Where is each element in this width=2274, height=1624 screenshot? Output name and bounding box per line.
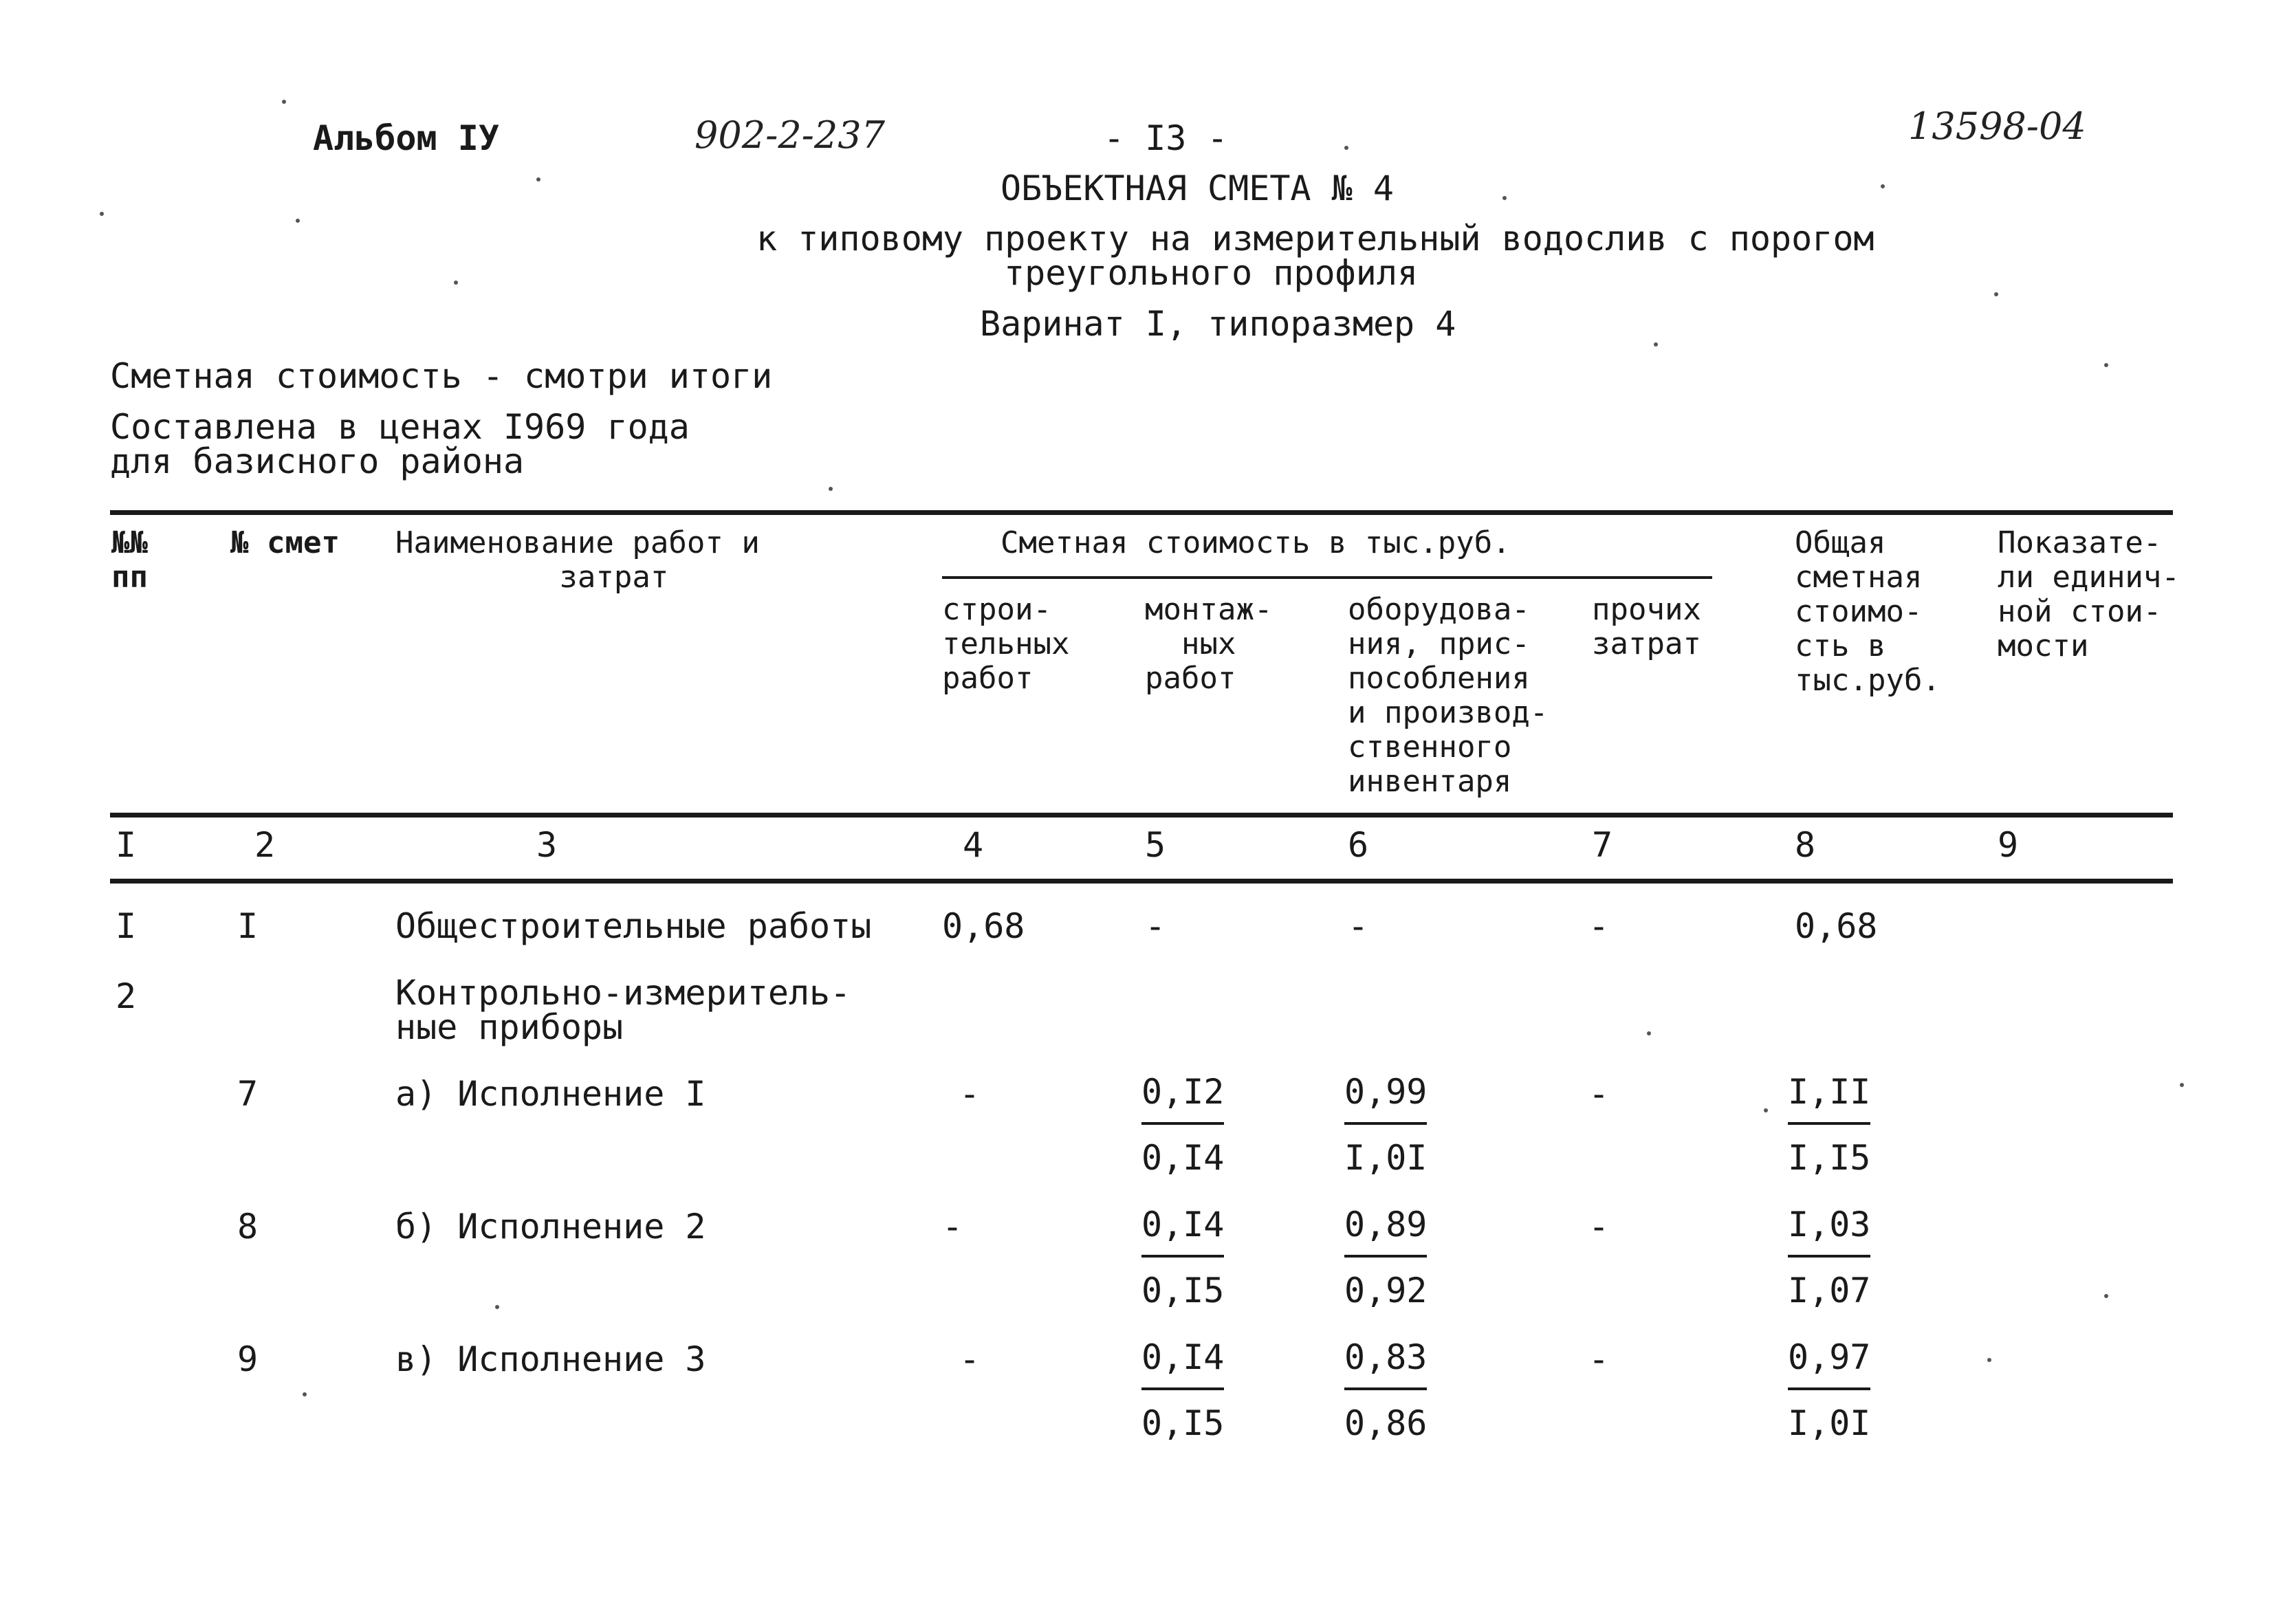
row-5-total-top: 0,97 xyxy=(1788,1337,1871,1377)
group-header-rule xyxy=(942,576,1712,579)
row-5-equipment-bar xyxy=(1344,1387,1427,1390)
base-region-line: для базисного района xyxy=(110,441,525,481)
row-3-installation-top: 0,I2 xyxy=(1141,1072,1225,1112)
scan-speck xyxy=(1881,184,1885,188)
row-1-number: I xyxy=(116,906,137,946)
row-5-name: в) Исполнение 3 xyxy=(395,1339,706,1379)
row-2-number: 2 xyxy=(116,976,137,1016)
row-4-equipment-bar xyxy=(1344,1255,1427,1258)
row-3-total-top: I,II xyxy=(1788,1072,1871,1112)
header-unit-cost: Показате- ли единич- ной стои- мости xyxy=(1998,525,2180,663)
row-4-installation xyxy=(1141,1192,1224,1324)
header-cost-group: Сметная стоимость в тыс.руб. xyxy=(1001,525,1511,560)
column-number-9: 9 xyxy=(1998,825,2019,865)
scan-speck xyxy=(282,100,286,104)
row-3-equipment-bottom: I,0I xyxy=(1344,1138,1428,1178)
row-4-other: - xyxy=(1588,1207,1610,1247)
row-3-total-bar xyxy=(1788,1122,1870,1125)
estimated-cost-line: Сметная стоимость - смотри итоги xyxy=(110,356,773,396)
row-1-equipment: - xyxy=(1348,906,1369,946)
row-1-other: - xyxy=(1588,906,1610,946)
row-2-name-line-2: ные приборы xyxy=(395,1007,624,1047)
scan-speck xyxy=(829,487,833,491)
row-4-total-top: I,03 xyxy=(1788,1205,1871,1244)
compiled-prices-line: Составлена в ценах I969 года xyxy=(110,407,690,447)
row-5-total-bottom: I,0I xyxy=(1788,1403,1871,1443)
scan-speck xyxy=(1647,1031,1651,1035)
scan-speck xyxy=(1987,1358,1991,1362)
row-3-total-bottom: I,I5 xyxy=(1788,1138,1871,1178)
header-total-cost: Общая сметная стоимо- сть в тыс.руб. xyxy=(1795,525,1940,698)
row-1-estimate: I xyxy=(237,906,259,946)
header-estimate-number: № смет xyxy=(230,525,340,560)
row-5-estimate: 9 xyxy=(237,1339,259,1379)
row-3-total xyxy=(1788,1059,1870,1191)
row-1-name: Общестроительные работы xyxy=(395,906,872,946)
row-4-equipment-bottom: 0,92 xyxy=(1344,1271,1428,1310)
header-bottom-rule xyxy=(110,813,2173,818)
scan-speck xyxy=(2104,1294,2108,1298)
row-4-total-bottom: I,07 xyxy=(1788,1271,1871,1310)
row-1-construction: 0,68 xyxy=(942,906,1025,946)
scan-speck xyxy=(1654,342,1658,347)
scan-speck xyxy=(1994,292,1998,296)
archive-number: 13598-04 xyxy=(1908,105,2086,148)
column-number-3: 3 xyxy=(536,825,558,865)
scan-speck xyxy=(1764,1108,1768,1112)
header-work-name: Наименование работ и затрат xyxy=(395,525,760,595)
row-3-other: - xyxy=(1588,1074,1610,1114)
column-number-4: 4 xyxy=(963,825,984,865)
column-number-5: 5 xyxy=(1145,825,1166,865)
row-4-name: б) Исполнение 2 xyxy=(395,1207,706,1247)
row-4-equipment-top: 0,89 xyxy=(1344,1205,1428,1244)
row-4-construction: - xyxy=(942,1207,963,1247)
row-3-installation-bottom: 0,I4 xyxy=(1141,1138,1225,1178)
column-number-1: I xyxy=(116,825,137,865)
scan-speck xyxy=(495,1305,499,1309)
header-equipment: оборудова- ния, прис- пособления и производ- ственного инвентаря xyxy=(1348,592,1549,799)
document-subtitle-line-1: к типовому проекту на измерительный водослив с порогом xyxy=(756,219,1874,259)
scan-speck xyxy=(303,1392,307,1396)
scan-speck xyxy=(1502,196,1507,200)
document-title: ОБЪЕКТНАЯ СМЕТА № 4 xyxy=(1001,168,1394,208)
row-3-equipment-top: 0,99 xyxy=(1344,1072,1428,1112)
row-5-installation xyxy=(1141,1324,1224,1456)
page-number: - I3 - xyxy=(1104,118,1228,158)
row-5-installation-bottom: 0,I5 xyxy=(1141,1403,1225,1443)
row-5-equipment-bottom: 0,86 xyxy=(1344,1403,1428,1443)
row-4-installation-bottom: 0,I5 xyxy=(1141,1271,1225,1310)
header-installation-works: монтаж- ных работ xyxy=(1145,592,1273,696)
column-number-7: 7 xyxy=(1592,825,1613,865)
row-5-equipment xyxy=(1344,1324,1427,1456)
scan-speck xyxy=(100,212,104,216)
row-3-equipment xyxy=(1344,1059,1427,1191)
row-5-installation-bar xyxy=(1141,1387,1224,1390)
variant-label: Варинат I, типоразмер 4 xyxy=(980,304,1456,344)
row-1-installation: - xyxy=(1145,906,1166,946)
column-number-6: 6 xyxy=(1348,825,1369,865)
row-4-total xyxy=(1788,1192,1870,1324)
table-top-rule xyxy=(110,510,2173,515)
project-code: 902-2-237 xyxy=(695,113,885,157)
album-label: Альбом IУ xyxy=(313,118,499,158)
column-numbers-rule xyxy=(110,879,2173,884)
header-other-costs: прочих затрат xyxy=(1592,592,1701,661)
row-5-construction: - xyxy=(959,1339,981,1379)
row-3-installation xyxy=(1141,1059,1224,1191)
scan-speck xyxy=(296,219,300,223)
row-5-installation-top: 0,I4 xyxy=(1141,1337,1225,1377)
scan-speck xyxy=(536,177,540,182)
row-2-name-line-1: Контрольно-измеритель- xyxy=(395,973,851,1013)
row-5-total xyxy=(1788,1324,1870,1456)
column-number-8: 8 xyxy=(1795,825,1816,865)
row-5-other: - xyxy=(1588,1339,1610,1379)
scan-speck xyxy=(2104,363,2108,367)
row-5-equipment-top: 0,83 xyxy=(1344,1337,1428,1377)
row-3-estimate: 7 xyxy=(237,1074,259,1114)
scan-speck xyxy=(2180,1083,2184,1087)
row-4-estimate: 8 xyxy=(237,1207,259,1247)
row-3-equipment-bar xyxy=(1344,1122,1427,1125)
header-construction-works: строи- тельных работ xyxy=(942,592,1070,696)
header-row-number: №№ пп xyxy=(111,525,148,595)
row-4-equipment xyxy=(1344,1192,1427,1324)
scan-speck xyxy=(1344,146,1348,150)
row-3-name: а) Исполнение I xyxy=(395,1074,706,1114)
row-4-installation-bar xyxy=(1141,1255,1224,1258)
document-subtitle-line-2: треугольного профиля xyxy=(1004,253,1419,293)
row-4-installation-top: 0,I4 xyxy=(1141,1205,1225,1244)
row-4-total-bar xyxy=(1788,1255,1870,1258)
scan-speck xyxy=(454,281,458,285)
column-number-2: 2 xyxy=(254,825,276,865)
row-3-construction: - xyxy=(959,1074,981,1114)
row-5-total-bar xyxy=(1788,1387,1870,1390)
row-1-total: 0,68 xyxy=(1795,906,1878,946)
row-3-installation-bar xyxy=(1141,1122,1224,1125)
